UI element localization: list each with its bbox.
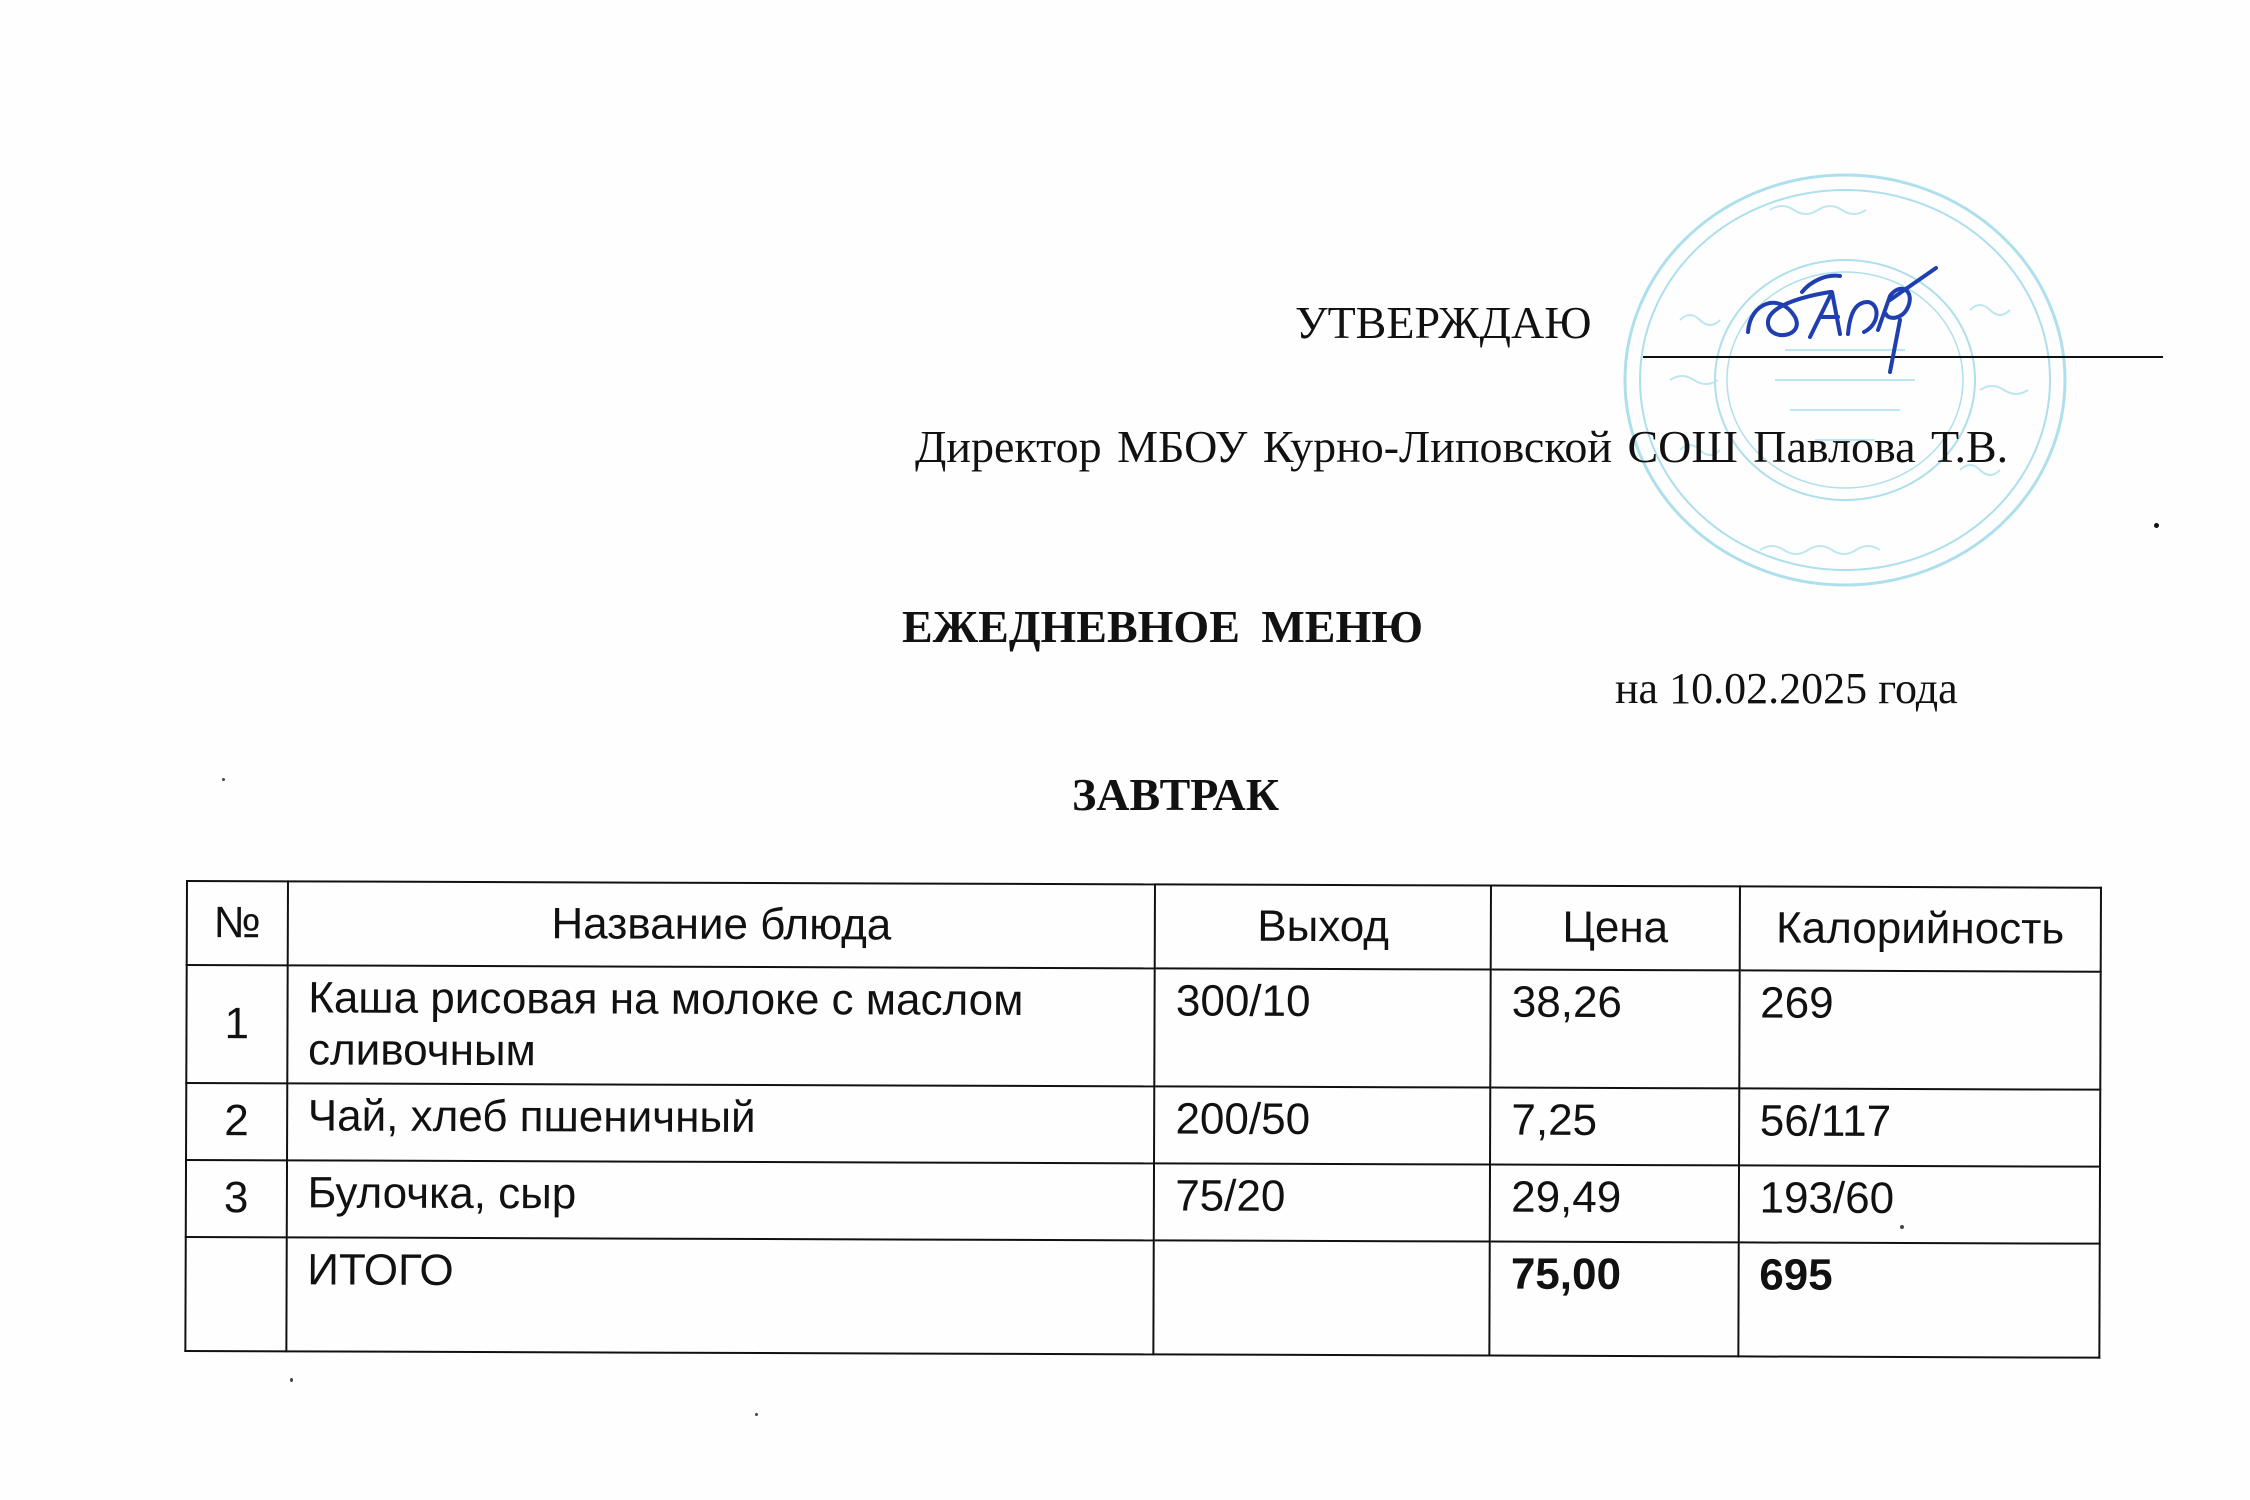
dish-name: Чай, хлеб пшеничный (287, 1083, 1155, 1163)
document-title: ЕЖЕДНЕВНОЕ МЕНЮ (902, 601, 1424, 652)
total-yield (1154, 1240, 1490, 1355)
column-header-price: Цена (1491, 886, 1740, 971)
dish-name: Булочка, сыр (286, 1160, 1154, 1240)
dish-yield: 200/50 (1154, 1086, 1490, 1164)
director-signatory-line: Директор МБОУ Курно-Липовской СОШ Павлова Т.В. (915, 421, 2009, 472)
dish-calories: 56/117 (1739, 1088, 2101, 1166)
meal-section-title: ЗАВТРАК (1072, 769, 1280, 820)
dish-name: Каша рисовая на молоке с маслом сливочным (287, 965, 1155, 1086)
dish-price: 38,26 (1491, 970, 1740, 1089)
dish-calories: 269 (1739, 970, 2101, 1089)
row-number: 2 (186, 1083, 287, 1160)
menu-table (184, 880, 2102, 1358)
table-row (186, 1160, 2100, 1244)
total-calories: 695 (1738, 1242, 2100, 1357)
dish-yield: 75/20 (1154, 1163, 1490, 1241)
dish-yield: 300/10 (1155, 968, 1491, 1087)
total-row-number (185, 1237, 286, 1351)
column-header-calories: Калорийность (1739, 886, 2101, 971)
dish-price: 7,25 (1490, 1087, 1739, 1165)
table-total-row (185, 1237, 2099, 1358)
dish-price: 29,49 (1490, 1164, 1739, 1242)
row-number: 1 (186, 965, 287, 1083)
approval-label: УТВЕРЖДАЮ (1295, 297, 1592, 348)
scan-speck (222, 778, 225, 781)
dish-calories: 193/60 (1738, 1165, 2100, 1243)
total-label: ИТОГО (286, 1237, 1154, 1354)
scan-speck (290, 1378, 293, 1382)
table-row (186, 965, 2100, 1089)
column-header-yield: Выход (1155, 884, 1491, 969)
column-header-dish-name: Название блюда (287, 881, 1155, 968)
stray-dot (2154, 523, 2159, 528)
scan-speck (755, 1413, 758, 1416)
row-number: 3 (186, 1160, 287, 1237)
table-header-row (187, 881, 2101, 972)
table-row (186, 1083, 2100, 1167)
total-price: 75,00 (1490, 1241, 1739, 1356)
scan-speck (1900, 1225, 1904, 1229)
column-header-number: № (187, 881, 288, 965)
director-signature (1740, 262, 1940, 382)
menu-date: на 10.02.2025 года (1615, 664, 1958, 713)
